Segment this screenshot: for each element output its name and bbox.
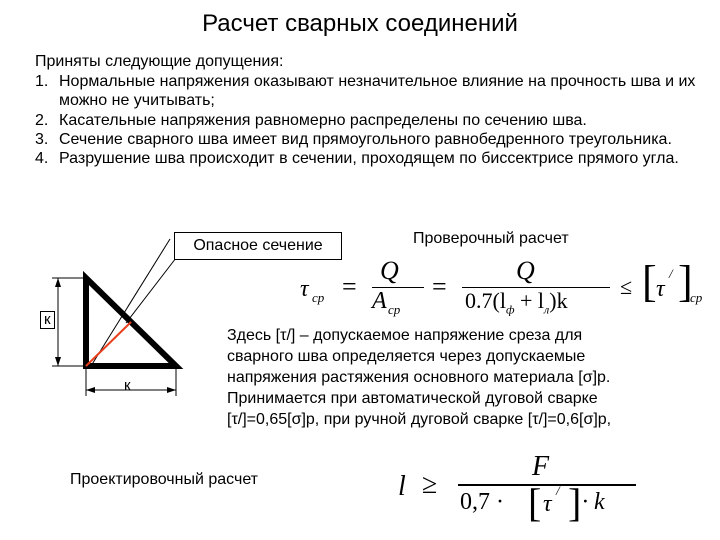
arrow-head (86, 387, 95, 393)
note-paragraph (227, 325, 707, 430)
formula-tau: τ (543, 491, 552, 517)
formula-geq: ≥ (422, 469, 438, 500)
arrow-head (55, 357, 61, 366)
bracket-close: ] (568, 480, 582, 525)
formula-eq: = (432, 272, 447, 301)
item-number: 2. (35, 111, 49, 129)
formula-prime: / (556, 483, 560, 498)
note-line: Принимается при автоматической дуговой сварке (227, 390, 598, 407)
check-calc-label: Проверочный расчет (413, 230, 569, 247)
item-text: Касательные напряжения равномерно распределены по сечению шва. (59, 111, 587, 129)
formula-sub: ср (312, 290, 325, 305)
note-line: [τ/]=0,65[σ]р, при ручной дуговой сварке [τ/]=0,6[σ]р, (227, 411, 612, 428)
formula-prime: / (669, 266, 673, 281)
page-title: Расчет сварных соединений (202, 10, 518, 37)
item-text: Разрушение шва происходит в сечении, проходящем по биссектрисе прямого угла. (59, 150, 679, 168)
formula-coef: 0,7 · (460, 489, 504, 515)
fraction-bar (458, 484, 636, 486)
danger-section-label: Опасное сечение (174, 232, 342, 260)
arrow-head (55, 278, 61, 287)
formula-eq: = (342, 272, 357, 301)
formula-tau: τ (300, 276, 309, 302)
k-vertical-label: к (40, 311, 55, 329)
arrow-head (167, 387, 176, 393)
item-text: Нормальные напряжения оказывают незначительное влияние на прочность шва и их можно не учитывать; (59, 73, 696, 110)
item-number: 4. (35, 150, 49, 168)
formula-num: Q (380, 256, 399, 285)
item-number: 1. (35, 73, 49, 90)
k-horizontal-label: к (124, 377, 131, 394)
item-number: 3. (35, 130, 49, 148)
note-line: сварного шва определяется через допускаемые (227, 348, 586, 365)
leader-line (126, 258, 176, 323)
design-calc-label: Проектировочный расчет (70, 471, 259, 488)
formula-k: · k (582, 489, 605, 515)
note-line: напряжения растяжения основного материала [σ]р. (227, 369, 611, 386)
intro-text: Приняты следующие допущения: (35, 53, 284, 70)
formula-l: l (398, 471, 406, 502)
formula-tau: τ (656, 276, 665, 302)
check-formula (300, 258, 710, 318)
formula-den: A (372, 288, 387, 314)
bisector-line (86, 322, 131, 366)
note-line: Здесь [τ/] – допускаемое напряжение среза для (227, 327, 583, 344)
formula-num: F (532, 451, 550, 482)
design-formula (398, 451, 698, 525)
bracket-open: [ (528, 480, 542, 525)
formula-den: $0.7(l_ф + l_л)k$ (465, 288, 568, 317)
formula-leq: ≤ (620, 274, 633, 299)
bracket-close: ] (678, 257, 693, 306)
formula-sub: ср (388, 302, 401, 317)
formula-num: Q (516, 256, 535, 285)
formula-sub: ср (690, 290, 703, 305)
item-text: Сечение сварного шва имеет вид прямоугольного равнобедренного треугольника. (59, 130, 672, 148)
bracket-open: [ (642, 257, 657, 306)
